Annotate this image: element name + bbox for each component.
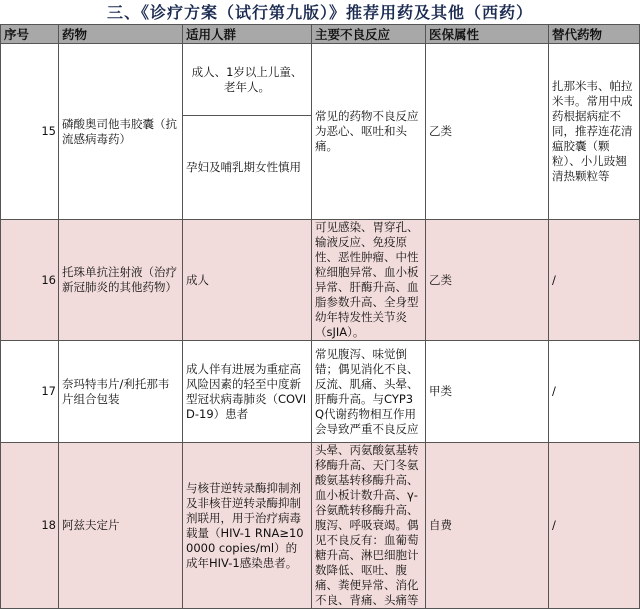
drug-name: 奈玛特韦片/利托那韦片组合包装 <box>59 341 183 443</box>
drug-name: 磷酸奥司他韦胶囊（抗流感病毒药） <box>59 44 183 220</box>
insurance-cell: 乙类 <box>426 44 549 220</box>
adverse-cell: 可见感染、胃穿孔、输液反应、免疫原性、恶性肿瘤、中性粒细胞异常、血小板异常、肝酶升高、血脂参数升高、全身型幼年特发性关节炎（sJIA）。 <box>312 220 426 341</box>
drug-name: 托珠单抗注射液（治疗新冠肺炎的其他药物） <box>59 220 183 341</box>
population-cell: 成人 <box>183 220 312 341</box>
alternative-cell: / <box>549 443 640 609</box>
population-cell: 成人、1岁以上儿童、老年人。 <box>183 44 312 116</box>
page-title: 三、《诊疗方案（试行第九版）》推荐用药及其他（西药） <box>106 3 533 22</box>
header-drug: 药物 <box>59 25 183 44</box>
header-row <box>1 25 640 44</box>
table-row <box>1 220 640 341</box>
header-alternative: 替代药物 <box>549 25 640 44</box>
table-row <box>1 44 640 116</box>
population-cell: 与核苷逆转录酶抑制剂及非核苷逆转录酶抑制剂联用，用于治疗病毒载量（HIV-1 RNA≥100000 copies/ml）的成年HIV-1感染患者。 <box>183 443 312 609</box>
row-number: 18 <box>1 443 59 609</box>
adverse-cell: 常见的药物不良反应为恶心、呕吐和头痛。 <box>312 44 426 220</box>
drug-name: 阿兹夫定片 <box>59 443 183 609</box>
header-insurance: 医保属性 <box>426 25 549 44</box>
row-number: 16 <box>1 220 59 341</box>
insurance-cell: 甲类 <box>426 341 549 443</box>
table-row <box>1 443 640 609</box>
insurance-cell: 自费 <box>426 443 549 609</box>
alternative-cell: / <box>549 220 640 341</box>
alternative-cell: 扎那米韦、帕拉米韦。常用中成药根据病症不同，推荐连花清瘟胶囊（颗粒）、小儿豉翘清热颗粒等 <box>549 44 640 220</box>
adverse-cell: 头晕、丙氨酸氨基转移酶升高、天门冬氨酸氨基转移酶升高、血小板计数升高、γ-谷氨酰转移酶升高、腹泻、呼吸衰竭。偶见不良反有：血葡萄糖升高、淋巴细胞计数降低、呕吐、腹痛、粪便异常、消化不良、背痛、头痛等 <box>312 443 426 609</box>
table-row <box>1 341 640 443</box>
alternative-cell: / <box>549 341 640 443</box>
row-number: 15 <box>1 44 59 220</box>
insurance-cell: 乙类 <box>426 220 549 341</box>
header-adverse: 主要不良反应 <box>312 25 426 44</box>
adverse-cell: 常见腹泻、味觉倒错；偶见消化不良、反流、肌痛、头晕、肝酶升高。与CYP3Q代谢药物相互作用会导致严重不良反应 <box>312 341 426 443</box>
row-number: 17 <box>1 341 59 443</box>
header-population: 适用人群 <box>183 25 312 44</box>
population-cell: 孕妇及哺乳期女性慎用 <box>183 116 312 220</box>
drug-table <box>0 24 640 609</box>
population-cell: 成人伴有进展为重症高风险因素的轻至中度新型冠状病毒肺炎（COVID-19）患者 <box>183 341 312 443</box>
header-no: 序号 <box>1 25 59 44</box>
